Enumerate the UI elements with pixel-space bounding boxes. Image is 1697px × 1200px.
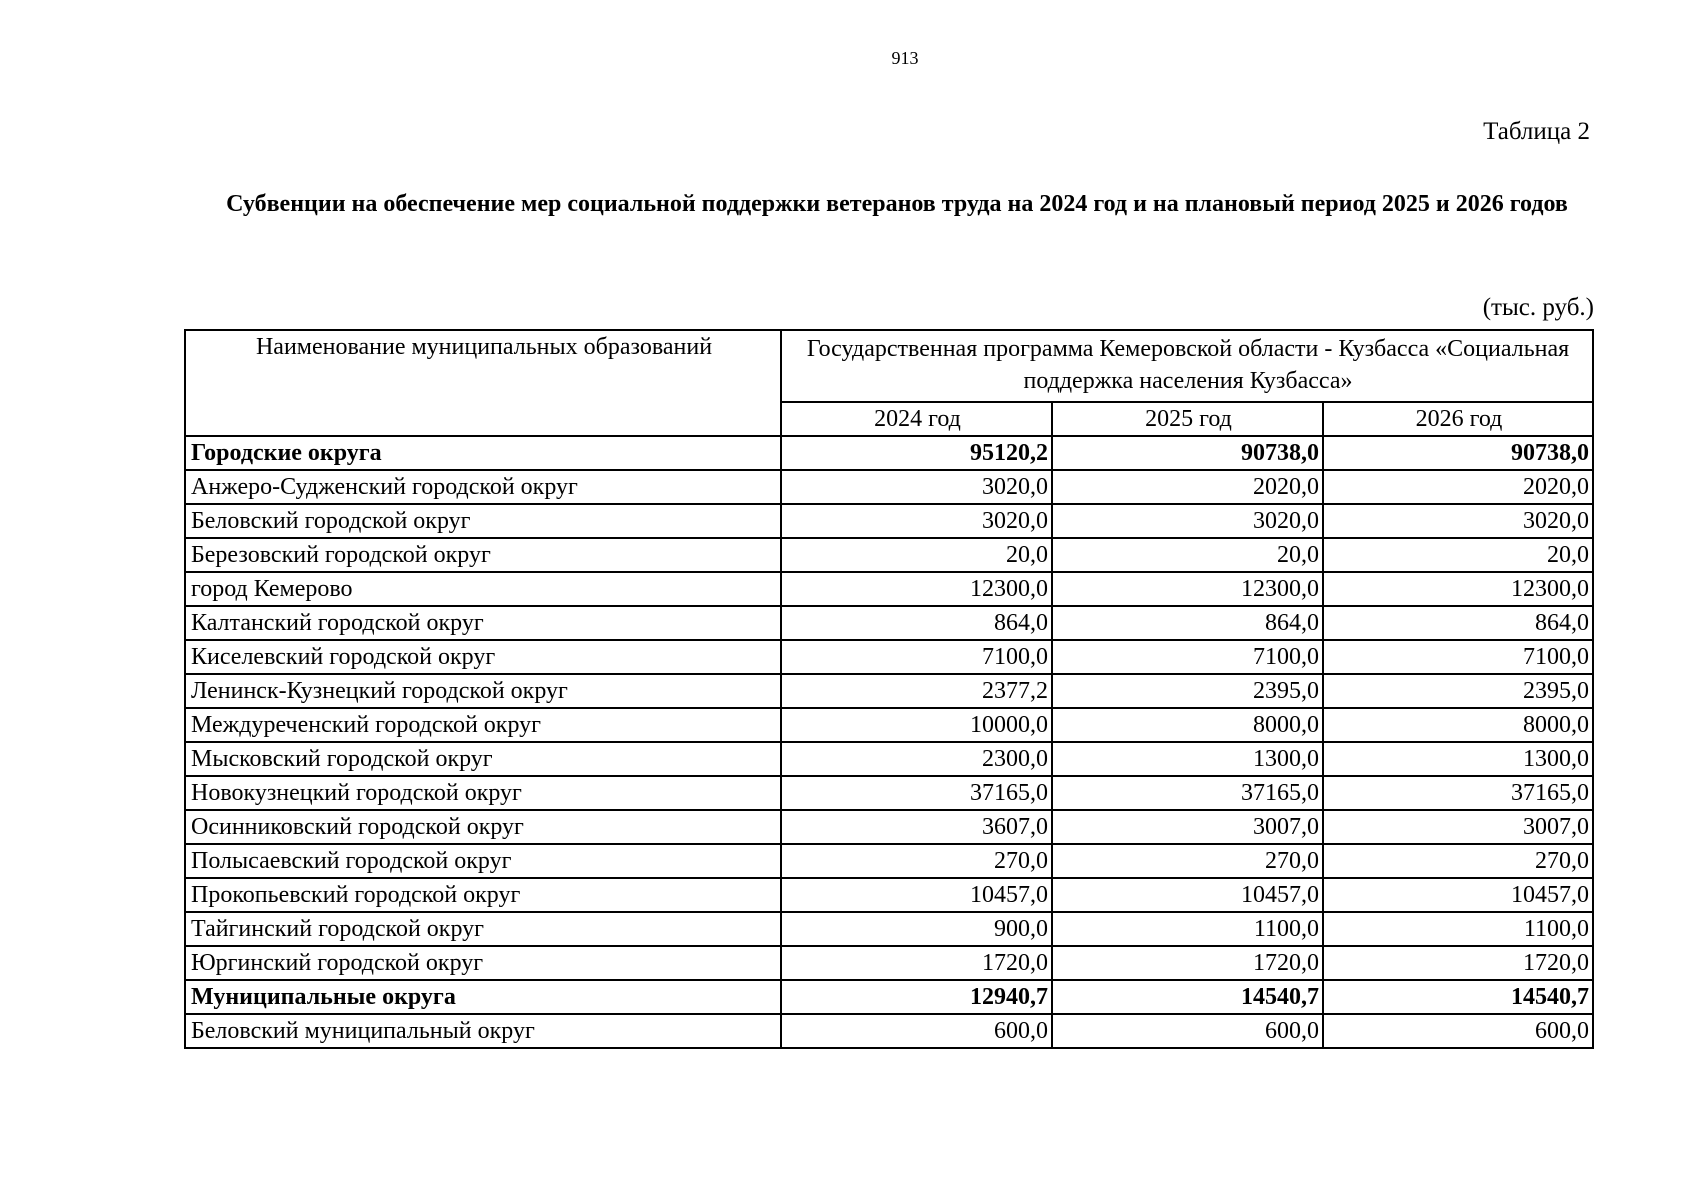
units-label: (тыс. руб.): [1482, 294, 1594, 321]
column-header-2024: 2024 год: [781, 402, 1052, 436]
value-2026: 12300,0: [1323, 572, 1593, 606]
row-name: Юргинский городской округ: [185, 946, 781, 980]
value-2025: 2020,0: [1052, 470, 1323, 504]
table-row-group: [185, 436, 1593, 470]
value-2025: 1100,0: [1052, 912, 1323, 946]
table-header-row: [185, 330, 1593, 402]
value-2026: 1720,0: [1323, 946, 1593, 980]
column-header-name: Наименование муниципальных образований: [185, 330, 781, 436]
value-2026: 7100,0: [1323, 640, 1593, 674]
value-2024: 10457,0: [781, 878, 1052, 912]
value-2024: 270,0: [781, 844, 1052, 878]
value-2026: 2020,0: [1323, 470, 1593, 504]
value-2025: 10457,0: [1052, 878, 1323, 912]
value-2024: 7100,0: [781, 640, 1052, 674]
table-label: Таблица 2: [1483, 118, 1590, 145]
document-title: Субвенции на обеспечение мер социальной поддержки ветеранов труда на 2024 год и на плановый период 2025 и 2026 годов: [226, 191, 1568, 217]
value-2024: 2300,0: [781, 742, 1052, 776]
column-header-2026: 2026 год: [1323, 402, 1593, 436]
row-name: Ленинск-Кузнецкий городской округ: [185, 674, 781, 708]
row-name: Киселевский городской округ: [185, 640, 781, 674]
row-name: Прокопьевский городской округ: [185, 878, 781, 912]
value-2025: 8000,0: [1052, 708, 1323, 742]
value-2025: 14540,7: [1052, 980, 1323, 1014]
page-number: 913: [891, 48, 919, 68]
value-2026: 3020,0: [1323, 504, 1593, 538]
value-2024: 600,0: [781, 1014, 1052, 1048]
value-2024: 12300,0: [781, 572, 1052, 606]
value-2024: 3607,0: [781, 810, 1052, 844]
row-name: Анжеро-Судженский городской округ: [185, 470, 781, 504]
row-name: Новокузнецкий городской округ: [185, 776, 781, 810]
table-row-group: [185, 980, 1593, 1014]
row-name: Муниципальные округа: [185, 980, 781, 1014]
subventions-table: [184, 329, 1594, 1049]
value-2025: 1300,0: [1052, 742, 1323, 776]
value-2024: 1720,0: [781, 946, 1052, 980]
table-row: [185, 674, 1593, 708]
value-2025: 270,0: [1052, 844, 1323, 878]
value-2025: 20,0: [1052, 538, 1323, 572]
column-header-program: Государственная программа Кемеровской области - Кузбасса «Социальная поддержка населения Кузбасса»: [781, 330, 1593, 402]
table-row: [185, 810, 1593, 844]
value-2026: 90738,0: [1323, 436, 1593, 470]
value-2025: 3020,0: [1052, 504, 1323, 538]
value-2024: 900,0: [781, 912, 1052, 946]
value-2026: 3007,0: [1323, 810, 1593, 844]
table-row: [185, 742, 1593, 776]
value-2024: 10000,0: [781, 708, 1052, 742]
row-name: Междуреченский городской округ: [185, 708, 781, 742]
table-row: [185, 640, 1593, 674]
row-name: Мысковский городской округ: [185, 742, 781, 776]
value-2026: 8000,0: [1323, 708, 1593, 742]
value-2025: 2395,0: [1052, 674, 1323, 708]
row-name: Полысаевский городской округ: [185, 844, 781, 878]
row-name: Беловский муниципальный округ: [185, 1014, 781, 1048]
table-row: [185, 844, 1593, 878]
value-2024: 3020,0: [781, 504, 1052, 538]
table-row: [185, 606, 1593, 640]
value-2025: 90738,0: [1052, 436, 1323, 470]
table-row: [185, 504, 1593, 538]
row-name: Осинниковский городской округ: [185, 810, 781, 844]
value-2026: 1100,0: [1323, 912, 1593, 946]
value-2026: 10457,0: [1323, 878, 1593, 912]
table-row: [185, 1014, 1593, 1048]
value-2025: 3007,0: [1052, 810, 1323, 844]
value-2024: 3020,0: [781, 470, 1052, 504]
value-2024: 95120,2: [781, 436, 1052, 470]
value-2025: 864,0: [1052, 606, 1323, 640]
value-2025: 12300,0: [1052, 572, 1323, 606]
table-row: [185, 708, 1593, 742]
value-2026: 2395,0: [1323, 674, 1593, 708]
value-2025: 37165,0: [1052, 776, 1323, 810]
value-2025: 600,0: [1052, 1014, 1323, 1048]
value-2024: 864,0: [781, 606, 1052, 640]
table-row: [185, 538, 1593, 572]
row-name: Городские округа: [185, 436, 781, 470]
value-2026: 1300,0: [1323, 742, 1593, 776]
value-2025: 7100,0: [1052, 640, 1323, 674]
value-2026: 270,0: [1323, 844, 1593, 878]
row-name: Березовский городской округ: [185, 538, 781, 572]
row-name: Тайгинский городской округ: [185, 912, 781, 946]
value-2026: 14540,7: [1323, 980, 1593, 1014]
row-name: Калтанский городской округ: [185, 606, 781, 640]
column-header-2025: 2025 год: [1052, 402, 1323, 436]
row-name: Беловский городской округ: [185, 504, 781, 538]
table-row: [185, 776, 1593, 810]
row-name: город Кемерово: [185, 572, 781, 606]
value-2026: 20,0: [1323, 538, 1593, 572]
table-row: [185, 470, 1593, 504]
value-2026: 600,0: [1323, 1014, 1593, 1048]
value-2024: 37165,0: [781, 776, 1052, 810]
value-2024: 12940,7: [781, 980, 1052, 1014]
value-2024: 20,0: [781, 538, 1052, 572]
table-row: [185, 572, 1593, 606]
table-row: [185, 878, 1593, 912]
table-row: [185, 946, 1593, 980]
value-2026: 864,0: [1323, 606, 1593, 640]
value-2024: 2377,2: [781, 674, 1052, 708]
table-row: [185, 912, 1593, 946]
value-2025: 1720,0: [1052, 946, 1323, 980]
value-2026: 37165,0: [1323, 776, 1593, 810]
